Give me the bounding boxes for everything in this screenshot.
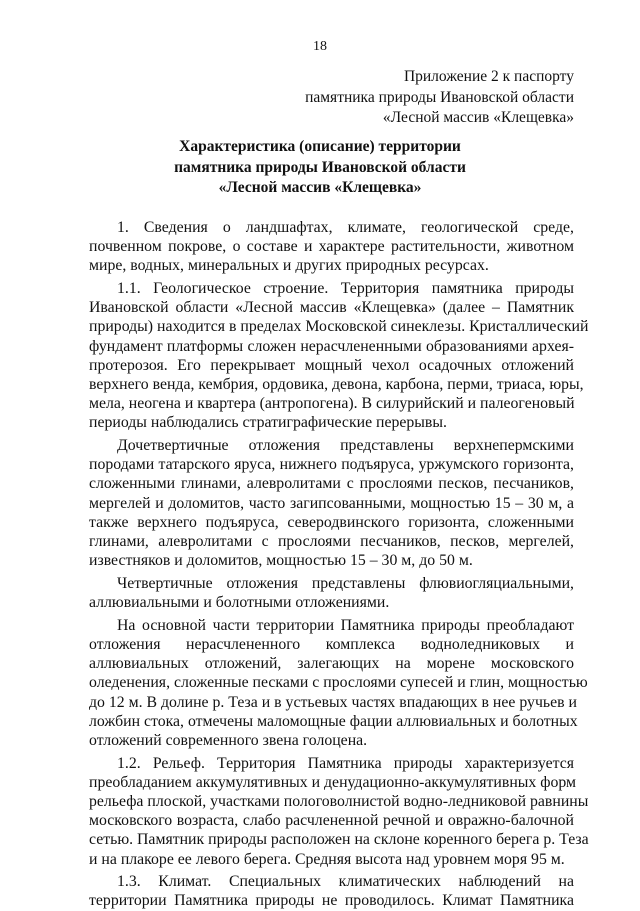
page-number: 18: [313, 39, 327, 54]
paragraph-line: Дочетвертичные отложения представлены верхнепермскими: [117, 437, 574, 455]
paragraph: [89, 754, 589, 869]
paragraph-line: сетью. Памятник природы расположен на склоне коренного берега р. Теза: [89, 831, 589, 849]
title-line: Характеристика (описание) территории: [179, 138, 461, 155]
paragraph-line: протерозоя. Его перекрывает мощный чехол осадочных отложений: [89, 356, 574, 374]
paragraph-line: рельефа плоской, участками пологоволнистой водно-ледниковой равнины: [89, 792, 589, 810]
paragraph-line: сложенными глинами, алевролитами с прослоями песков, песчаников,: [89, 475, 574, 493]
document-title: [0, 137, 640, 199]
paragraph: [89, 574, 574, 612]
paragraph-line: мергелей и доломитов, часто загипсованными, мощностью 15 – 30 м, а: [89, 494, 574, 512]
paragraph-line: глинами, алевролитами с прослоями песчаников, песков, мергелей,: [89, 533, 574, 550]
paragraph-line: мире, водных, минеральных и других природных ресурсах.: [89, 257, 489, 275]
paragraph-line: аллювиальных отложений, залегающих на морене московского: [89, 655, 574, 673]
paragraph-line: Четвертичные отложения представлены флювиогляциальными,: [117, 574, 574, 592]
title-line: памятника природы Ивановской области: [174, 158, 466, 176]
paragraph-line: мела, неогена и квартера (антропогена). В силурийский и палеогеновый: [89, 395, 575, 413]
paragraph-line: 1.2. Рельеф. Территория Памятника природы характеризуется: [117, 754, 574, 772]
paragraph-line: 1.1. Геологическое строение. Территория памятника природы: [117, 280, 574, 298]
paragraph-line: 1.3. Климат. Специальных климатических наблюдений на: [117, 873, 574, 891]
paragraph-line: до 12 м. В долине р. Теза и в устьевых частях впадающих в нее ручьев и: [89, 693, 577, 711]
paragraph-line: ложбин стока, отмечены маломощные фации аллювиальных и болотных: [89, 712, 578, 730]
appendix-note: [305, 67, 574, 129]
paragraph-line: верхнего венда, кембрия, ордовика, девона, карбона, перми, триаса, юры,: [89, 376, 584, 393]
paragraph-line: московского возраста, слабо расчлененной речной и овражно-балочной: [89, 812, 574, 830]
appendix-line: Приложение 2 к паспорту: [403, 68, 574, 85]
paragraph-line: отложений современного звена голоцена.: [89, 731, 368, 749]
body-text: [89, 218, 589, 911]
paragraph-line: фундамент платформы сложен нерасчлененными образованиями архея-: [89, 337, 574, 355]
paragraph-line: известняков и доломитов, мощностью 15 – 30 м, до 50 м.: [89, 552, 473, 570]
appendix-line: памятника природы Ивановской области: [305, 88, 574, 106]
paragraph-line: Ивановской области «Лесной массив «Клещевка» (далее – Памятник: [89, 299, 574, 317]
paragraph-line: породами татарского яруса, нижнего подъяруса, уржумского горизонта,: [89, 456, 574, 474]
paragraph-line: почвенном покрове, о составе и характере растительности, животном: [89, 238, 574, 256]
paragraph: [89, 279, 589, 433]
appendix-line: «Лесной массив «Клещевка»: [382, 109, 574, 126]
paragraph: [89, 436, 574, 570]
paragraph-line: 1. Сведения о ландшафтах, климате, геологической среде,: [117, 219, 574, 236]
paragraph-line: природы) находится в пределах Московской синеклезы. Кристаллический: [89, 318, 589, 336]
paragraph-line: и на плакоре ее левого берега. Средняя высота над уровнем моря 95 м.: [89, 850, 565, 868]
paragraph-line: периоды наблюдались стратиграфические перерывы.: [89, 414, 447, 432]
paragraph: [89, 218, 574, 276]
paragraph-line: На основной части территории Памятника природы преобладают: [117, 616, 574, 634]
paragraph-line: оледенения, сложенные песками с прослоями супесей и глин, мощностью: [89, 674, 588, 692]
paragraph-line: отложения нерасчлененного комплекса водноледниковых и: [89, 635, 574, 653]
paragraph-line: аллювиальными и болотными отложениями.: [89, 594, 390, 612]
title-line: «Лесной массив «Клещевка»: [218, 179, 422, 196]
paragraph-line: преобладанием аккумулятивных и денудационно-аккумулятивных форм: [89, 773, 577, 791]
paragraph-line: также верхнего подъяруса, северодвинского горизонта, сложенными: [89, 513, 574, 531]
paragraph: [89, 616, 588, 750]
paragraph-line: территории Памятника природы не проводилось. Климат Памятника: [89, 892, 574, 910]
